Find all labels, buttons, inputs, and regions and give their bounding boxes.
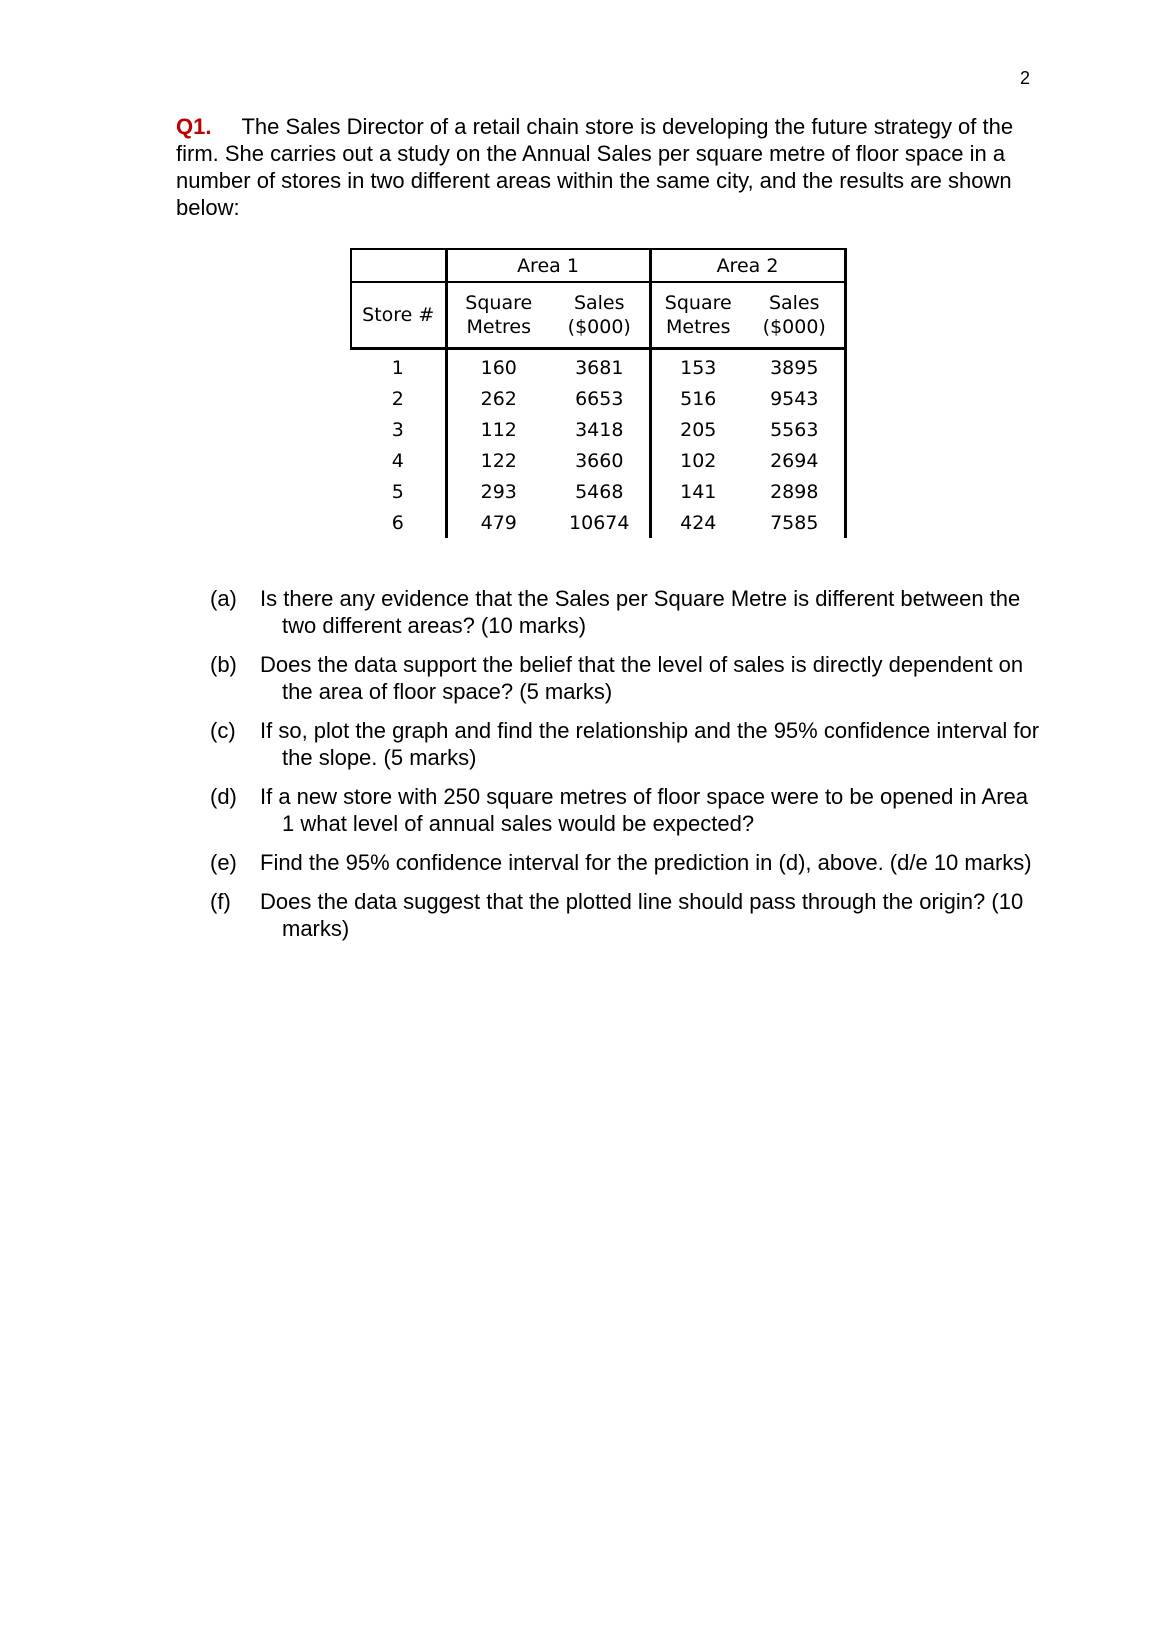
table-row (351, 476, 845, 507)
area-2-sales-cell: 2898 (745, 476, 845, 507)
question-part (210, 651, 1040, 705)
area-2-square-metres-cell: 141 (650, 476, 745, 507)
part-label: (c) (210, 718, 236, 743)
store-cell: 1 (391, 356, 404, 379)
area-1-square-metres-cell: 160 (446, 349, 550, 384)
area-2-square-metres-cell: 205 (650, 414, 745, 445)
area-1-square-metres-cell: 112 (446, 414, 550, 445)
part-text: Is there any evidence that the Sales per Square Metre is different between the two different areas? (10 marks) (260, 586, 1021, 638)
page-number: 2 (1019, 68, 1030, 88)
area-2-sales-cell: 7585 (745, 507, 845, 538)
table-row (351, 414, 845, 445)
area-1-square-metres-cell: 262 (446, 383, 550, 414)
square-label: Square (465, 292, 533, 314)
area-1-header: Area 1 (446, 249, 650, 282)
sales-unit-label: ($000) (762, 316, 826, 338)
area-1-sales-cell: 5468 (575, 480, 624, 503)
area-1-square-metres-cell: 479 (446, 507, 550, 538)
sales-data-table (350, 248, 847, 538)
question-label: Q1. (176, 114, 212, 139)
question-part (210, 888, 1040, 942)
sales-label: Sales (573, 292, 625, 314)
area-1-square-metres-cell: 293 (446, 476, 550, 507)
table-corner-cell (351, 249, 446, 282)
question-q1 (176, 113, 1036, 221)
area-2-square-metres-header (650, 282, 745, 349)
part-text: If a new store with 250 square metres of floor space were to be opened in Area 1 what level of annual sales would be expected? (260, 784, 1029, 836)
store-cell: 3 (391, 418, 404, 441)
table-header-sub-row (351, 282, 845, 349)
table-header-area-row (351, 249, 845, 282)
area-2-square-metres-cell: 153 (650, 349, 745, 384)
question-part (210, 717, 1040, 771)
part-text: Find the 95% confidence interval for the prediction in (d), above. (d/e 10 marks) (260, 850, 1032, 875)
table-row (351, 445, 845, 476)
area-1-sales-cell: 3418 (575, 418, 624, 441)
question-part (210, 783, 1040, 837)
area-2-sales-cell: 3895 (745, 349, 845, 384)
question-text: The Sales Director of a retail chain store is developing the future strategy of the firm. She carries out a study on the Annual Sales per square metre of floor space in a number of stores in two different areas within the same city, and the results are shown below: (176, 114, 1014, 220)
area-1-sales-header (550, 282, 650, 349)
area-2-sales-cell: 2694 (745, 445, 845, 476)
table-row (351, 383, 845, 414)
store-cell: 6 (391, 511, 404, 534)
part-label: (b) (210, 652, 237, 677)
part-label: (e) (210, 850, 237, 875)
part-label: (a) (210, 586, 237, 611)
area-2-header: Area 2 (650, 249, 845, 282)
metres-label: Metres (466, 316, 531, 338)
part-label: (d) (210, 784, 237, 809)
sales-unit-label: ($000) (567, 316, 631, 338)
part-label: (f) (210, 889, 231, 914)
question-part (210, 585, 1040, 639)
area-1-sales-cell: 3660 (575, 449, 624, 472)
part-text: Does the data support the belief that the level of sales is directly dependent on the area of floor space? (5 marks) (260, 652, 1024, 704)
store-header: Store # (351, 282, 446, 349)
area-1-square-metres-header (446, 282, 550, 349)
area-2-sales-header (745, 282, 845, 349)
area-1-sales-cell: 6653 (575, 387, 624, 410)
part-text: Does the data suggest that the plotted line should pass through the origin? (10 marks) (260, 889, 1024, 941)
table-row (351, 507, 845, 538)
area-1-sales-cell: 3681 (575, 356, 624, 379)
part-text: If so, plot the graph and find the relationship and the 95% confidence interval for the slope. (5 marks) (260, 718, 1040, 770)
square-label: Square (664, 292, 732, 314)
sales-label: Sales (768, 292, 820, 314)
question-part (210, 849, 1040, 876)
store-cell: 4 (391, 449, 404, 472)
area-1-square-metres-cell: 122 (446, 445, 550, 476)
store-cell: 2 (391, 387, 404, 410)
area-2-square-metres-cell: 424 (650, 507, 745, 538)
area-2-square-metres-cell: 102 (650, 445, 745, 476)
area-1-sales-cell: 10674 (569, 511, 630, 534)
store-cell: 5 (391, 480, 404, 503)
area-2-sales-cell: 5563 (745, 414, 845, 445)
question-parts-list (210, 585, 1040, 954)
metres-label: Metres (665, 316, 731, 338)
area-2-sales-cell: 9543 (745, 383, 845, 414)
table-row (351, 349, 845, 384)
area-2-square-metres-cell: 516 (650, 383, 745, 414)
